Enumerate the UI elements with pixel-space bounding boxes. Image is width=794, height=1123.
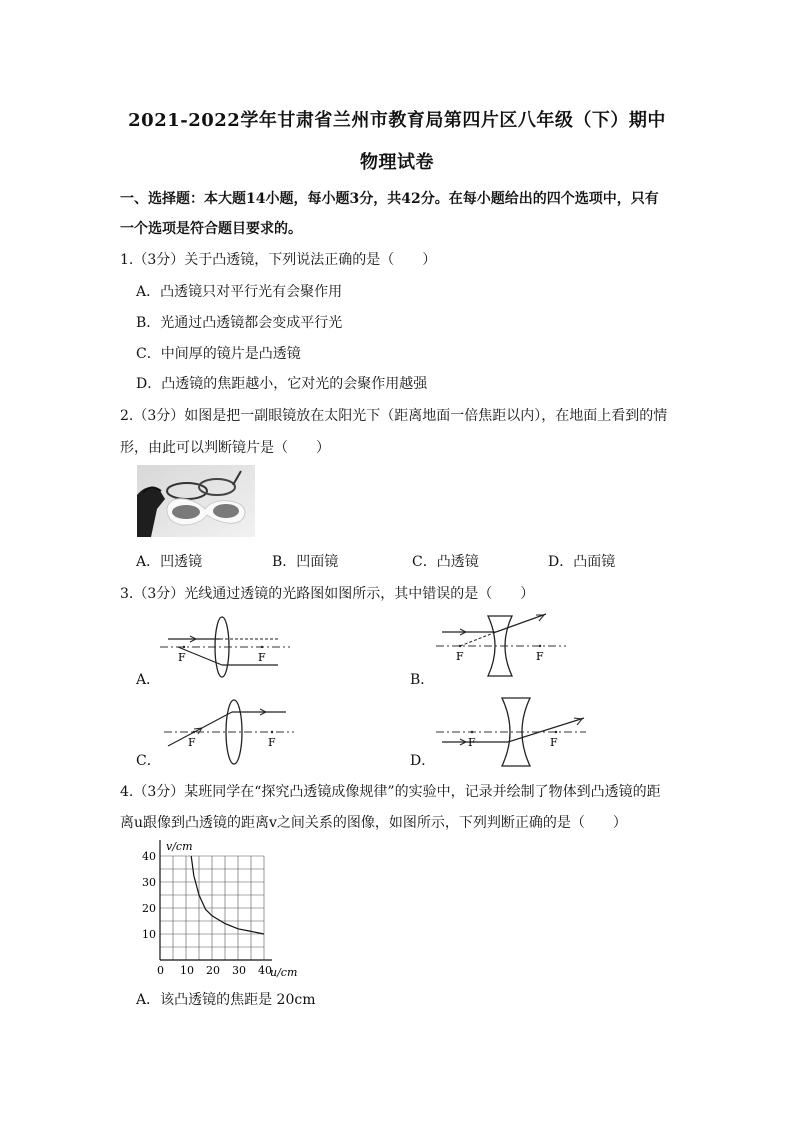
focus-label: F bbox=[188, 736, 196, 749]
x-tick-label: 40 bbox=[258, 964, 272, 977]
y-axis-label: v/cm bbox=[166, 840, 193, 853]
q2-stem-line1: 2.（3分）如图是把一副眼镜放在太阳光下（距离地面一倍焦距以内），在地面上看到的情 bbox=[120, 408, 668, 424]
x-tick-label: 30 bbox=[232, 964, 246, 977]
focus-label: F bbox=[268, 736, 276, 749]
paper-title-line1: 2021-2022学年甘肃省兰州市教育局第四片区八年级（下）期中 bbox=[128, 110, 666, 131]
y-tick-label: 40 bbox=[142, 850, 156, 863]
q3-diagram-c bbox=[164, 696, 294, 768]
focus-label: F bbox=[178, 651, 186, 664]
q1-option-d: D．凸透镜的焦距越小，它对光的会聚作用越强 bbox=[136, 376, 428, 392]
section-heading-line1: 一、选择题：本大题14小题，每小题3分，共42分。在每小题给出的四个选项中，只有 bbox=[120, 191, 659, 207]
section-heading-line2: 一个选项是符合题目要求的。 bbox=[120, 221, 302, 237]
q4-stem-line1: 4.（3分）某班同学在“探究凸透镜成像规律”的实验中，记录并绘制了物体到凸透镜的距 bbox=[120, 784, 661, 800]
q3-diagram-b bbox=[436, 610, 566, 682]
q1-option-a: A．凸透镜只对平行光有会聚作用 bbox=[136, 284, 343, 300]
q1-option-c: C．中间厚的镜片是凸透镜 bbox=[136, 346, 301, 362]
q3-diagram-d bbox=[436, 694, 586, 770]
y-tick-label: 10 bbox=[142, 928, 156, 941]
focus-label: F bbox=[468, 736, 476, 749]
x-tick-label: 0 bbox=[157, 964, 164, 977]
focus-label: F bbox=[456, 650, 464, 663]
x-tick-label: 20 bbox=[206, 964, 220, 977]
focus-label: F bbox=[550, 736, 558, 749]
paper-title-line2: 物理试卷 bbox=[360, 152, 434, 173]
q1-option-b: B．光通过凸透镜都会变成平行光 bbox=[136, 315, 343, 331]
q4-stem-line2: 离u跟像到凸透镜的距离v之间关系的图像，如图所示，下列判断正确的是（ ） bbox=[120, 815, 627, 831]
y-tick-label: 30 bbox=[142, 876, 156, 889]
q2-option-a: A．凹透镜 bbox=[136, 554, 203, 570]
x-tick-label: 10 bbox=[180, 964, 194, 977]
focus-label: F bbox=[536, 650, 544, 663]
q2-option-b: B．凹面镜 bbox=[272, 554, 339, 570]
q4-option-a: A．该凸透镜的焦距是 20cm bbox=[136, 992, 316, 1008]
q2-stem-line2: 形，由此可以判断镜片是（ ） bbox=[120, 440, 330, 456]
q2-option-d: D．凸面镜 bbox=[548, 554, 616, 570]
q3-label-c: C． bbox=[136, 753, 161, 769]
q2-option-c: C．凸透镜 bbox=[412, 554, 479, 570]
x-axis-label: u/cm bbox=[270, 966, 298, 979]
q3-stem: 3.（3分）光线通过透镜的光路图如图所示，其中错误的是（ ） bbox=[120, 586, 535, 602]
q4-uv-graph bbox=[136, 836, 306, 982]
q3-label-b: B． bbox=[410, 672, 435, 688]
q3-label-d: D． bbox=[410, 753, 436, 769]
q3-label-a: A． bbox=[136, 672, 161, 688]
glasses-photo bbox=[137, 465, 255, 537]
q1-stem: 1.（3分）关于凸透镜，下列说法正确的是（ ） bbox=[120, 252, 437, 268]
q3-diagram-a bbox=[160, 615, 290, 685]
y-tick-label: 20 bbox=[142, 902, 156, 915]
focus-label: F bbox=[258, 651, 266, 664]
